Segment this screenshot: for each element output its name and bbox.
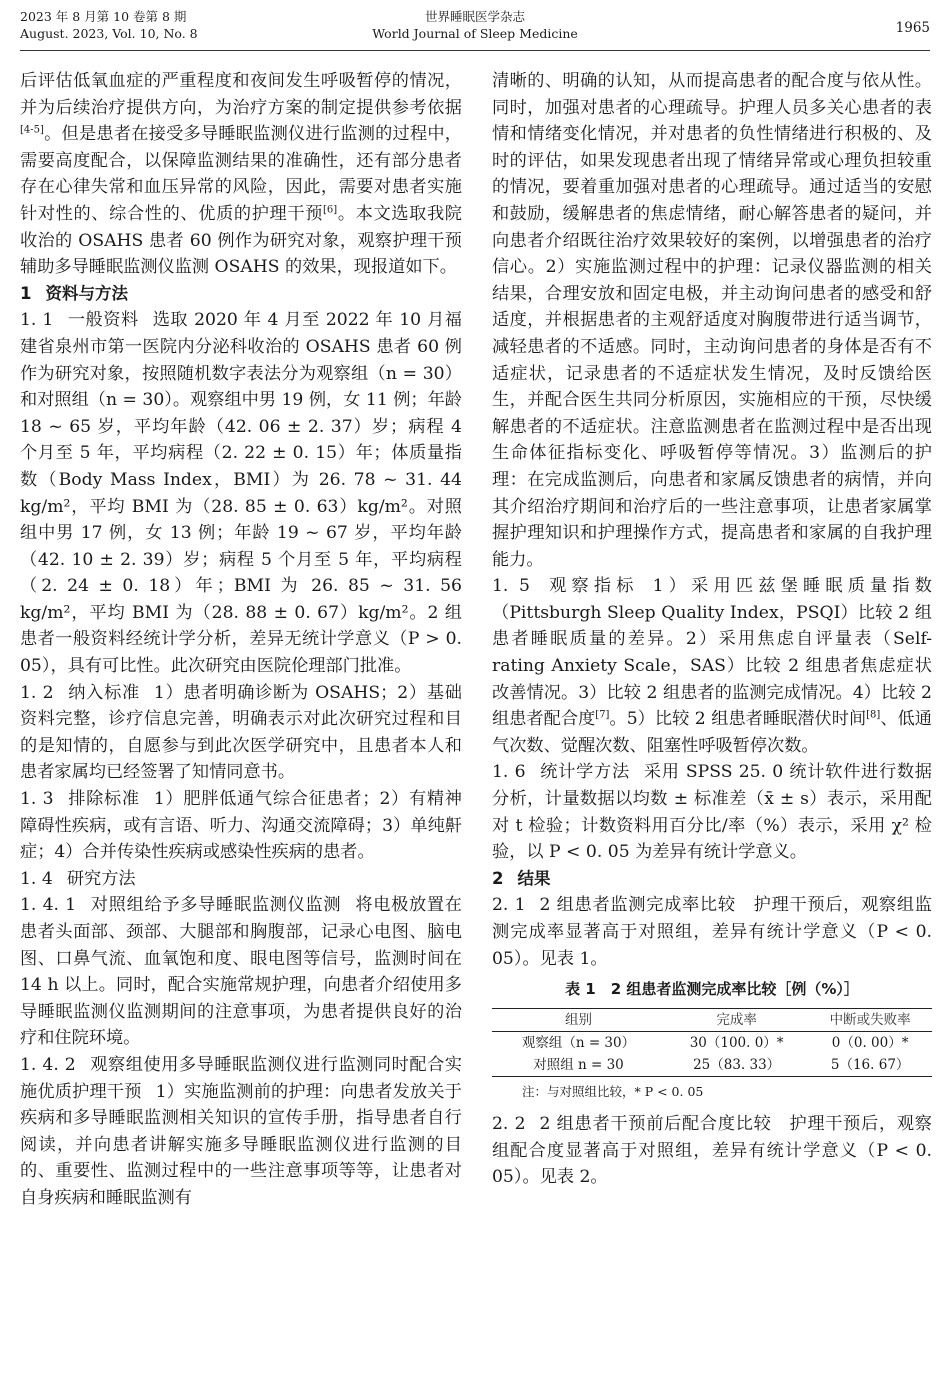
subsection-1-4-1: 1. 4. 1 对照组给予多导睡眠监测仪监测 将电极放置在患者头面部、颈部、大腿部和胸腹部，记录心电图、脑电图、口鼻气流、血氧饱和度、眼电图等信号，监测时间在 14 h 以上。同时，配合实施常规护理，向患者介绍使用多导睡眠监测仪监测期间的注意事项，为患者提供良好的治疗和住院环境。 bbox=[20, 895, 462, 1049]
section-heading-1: 1 资料与方法 bbox=[20, 283, 128, 303]
subsection-1-3: 1. 3 排除标准 1）肥胖低通气综合征患者；2）有精神障碍性疾病，或有言语、听力、沟通交流障碍；3）单纯鼾症；4）合并传染性疾病或感染性疾病的患者。 bbox=[20, 789, 462, 863]
issue-cn: 2023 年 8 月第 10 卷第 8 期 bbox=[20, 9, 187, 24]
section-heading-2: 2 结果 bbox=[492, 868, 551, 888]
table-header-cell: 完成率 bbox=[716, 1012, 757, 1029]
citation: [6] bbox=[323, 204, 338, 216]
subsection-2-2: 2. 2 2 组患者干预前后配合度比较 护理干预后，观察组配合度显著高于对照组，差异有统计学意义（P < 0. 05）。见表 2。 bbox=[492, 1114, 932, 1188]
table-cell: 观察组（n = 30） bbox=[521, 1035, 636, 1052]
table-row bbox=[492, 1054, 932, 1077]
table-cell: 5（16. 67） bbox=[830, 1057, 910, 1074]
table-1-title: 表 1 2 组患者监测完成率比较［例（%）］ bbox=[565, 980, 859, 999]
subsection-1-4-2: 1. 4. 2 观察组使用多导睡眠监测仪进行监测同时配合实施优质护理干预 1）实施监测前的护理：向患者发放关于疾病和多导睡眠监测相关知识的宣传手册，指导患者自行阅读，并向患者讲解实施多导睡眠监测仪进行监测的目的、重要性、监测过程中的一些注意事项等等，让患者对自身疾病和睡眠监测有 bbox=[20, 1054, 462, 1208]
subsection-2-1: 2. 1 2 组患者监测完成率比较 护理干预后，观察组监测完成率显著高于对照组，差异有统计学意义（P < 0. 05）。见表 1。 bbox=[492, 895, 932, 969]
page-number: 1965 bbox=[895, 20, 930, 36]
table-header-row bbox=[492, 1009, 932, 1032]
issue-en: August. 2023, Vol. 10, No. 8 bbox=[20, 26, 198, 41]
table-1-note: 注：与对照组比较，* P < 0. 05 bbox=[522, 1084, 704, 1100]
intro-paragraph: 后评估低氧血症的严重程度和夜间发生呼吸暂停的情况，并为后续治疗提供方向，为治疗方案的制定提供参考依据[4-5]。但是患者在接受多导睡眠监测仪进行监测的过程中，需要高度配合，以保障监测结果的准确性，还有部分患者存在心律失常和血压异常的风险，因此，需要对患者实施针对性的、综合性的、优质的护理干预[6]。本文选取我院收治的 OSAHS 患者 60 例作为研究对象，观察护理干预辅助多导睡眠监测仪监测 OSAHS 的效果，现报道如下。 bbox=[20, 71, 462, 278]
citation: [8] bbox=[866, 709, 881, 721]
journal-cn: 世界睡眠医学杂志 bbox=[424, 9, 525, 24]
table-cell: 对照组 n = 30 bbox=[533, 1057, 624, 1074]
table-row bbox=[492, 1032, 932, 1055]
continued-paragraph: 清晰的、明确的认知，从而提高患者的配合度与依从性。同时，加强对患者的心理疏导。护理人员多关心患者的表情和情绪变化情况，并对患者的负性情绪进行积极的、及时的评估，如果发现患者出现了情绪异常或心理负担较重的情况，要着重加强对患者的心理疏导。通过适当的安慰和鼓励，缓解患者的焦虑情绪，耐心解答患者的疑问，并向患者介绍既往治疗效果较好的案例，以增强患者的治疗信心。2）实施监测过程中的护理：记录仪器监测的相关结果，合理安放和固定电极，并主动询问患者的感受和舒适度，并根据患者的主观舒适度对胸腹带进行适当调节，减轻患者的不适感。同时，主动询问患者的身体是否有不适症状，记录患者的不适症状发生情况，及时反馈给医生，并配合医生共同分析原因，实施相应的干预，尽快缓解患者的不适症状。注意监测患者在监测过程中是否出现生命体征指标变化、呼吸暂停等情况。3）监测后的护理：在完成监测后，向患者和家属反馈患者的病情，并向其介绍治疗期间和治疗后的一些注意事项，让患者家属掌握护理知识和护理操作方式，提高患者和家属的自我护理能力。 bbox=[492, 71, 932, 570]
journal-title bbox=[20, 8, 930, 42]
table-header-cell: 组别 bbox=[564, 1012, 592, 1029]
subsection-1-1: 1. 1 一般资料 选取 2020 年 4 月至 2022 年 10 月福建省泉州市第一医院内分泌科收治的 OSAHS 患者 60 例作为研究对象，按照随机数字表法分为观察组（n = 30）和对照组（n = 30）。观察组中男 19 例，女 11 例；年龄 18 ~ 65 岁，平均年龄（42. 06 ± 2. 37）岁；病程 4 个月至 5 年，平均病程（2. 22 ± 0. 15）年；体质量指数（Body Mass Index，BMI）为 26. 78 ~ 31. 44 kg/m²，平均 BMI 为（28. 85 ± 0. 63）kg/m²。对照组中男 17 例，女 13 例；年龄 19 ~ 67 岁，平均年龄（42. 10 ± 2. 39）岁；病程 5 个月至 5 年，平均病程（2. 24 ± 0. 18）年；BMI 为 26. 85 ~ 31. 56 kg/m²，平均 BMI 为（28. 88 ± 0. 67）kg/m²。2 组患者一般资料经统计学分析，差异无统计学意义（P > 0. 05），具有可比性。此次研究由医院伦理部门批准。 bbox=[20, 310, 462, 677]
citation: [7] bbox=[595, 709, 610, 721]
table-cell: 0（0. 00）* bbox=[831, 1035, 909, 1052]
table-cell: 25（83. 33） bbox=[693, 1057, 781, 1074]
page-header bbox=[20, 6, 930, 51]
journal-en: World Journal of Sleep Medicine bbox=[372, 26, 578, 41]
right-column bbox=[492, 68, 932, 1191]
table-1 bbox=[492, 1008, 932, 1077]
left-column bbox=[20, 68, 462, 1212]
subsection-1-2: 1. 2 纳入标准 1）患者明确诊断为 OSAHS；2）基础资料完整，诊疗信息完善，明确表示对此次研究过程和目的是知情的，自愿参与到此次医学研究中，且患者本人和患者家属均已经签署了知情同意书。 bbox=[20, 682, 462, 783]
citation: [4-5] bbox=[20, 124, 44, 136]
subsection-1-6: 1. 6 统计学方法 采用 SPSS 25. 0 统计软件进行数据分析，计量数据以均数 ± 标准差（x̄ ± s）表示，采用配对 t 检验；计数资料用百分比/率（%）表示，采用 χ² 检验，以 P < 0. 05 为差异有统计学意义。 bbox=[492, 762, 932, 863]
table-header-cell: 中断或失败率 bbox=[829, 1012, 911, 1029]
subsection-1-4: 1. 4 研究方法 bbox=[20, 868, 136, 889]
table-cell: 30（100. 0）* bbox=[689, 1035, 784, 1052]
subsection-1-5: 1. 5 观察指标 1）采用匹兹堡睡眠质量指数（Pittsburgh Sleep Quality Index，PSQI）比较 2 组患者睡眠质量的差异。2）采用焦虑自评量表（Self-rating Anxiety Scale，SAS）比较 2 组患者焦虑症状改善情况。3）比较 2 组患者的监测完成情况。4）比较 2 组患者配合度[7]。5）比较 2 组患者睡眠潜伏时间[8]、低通气次数、觉醒次数、阻塞性呼吸暂停次数。 bbox=[492, 576, 932, 756]
